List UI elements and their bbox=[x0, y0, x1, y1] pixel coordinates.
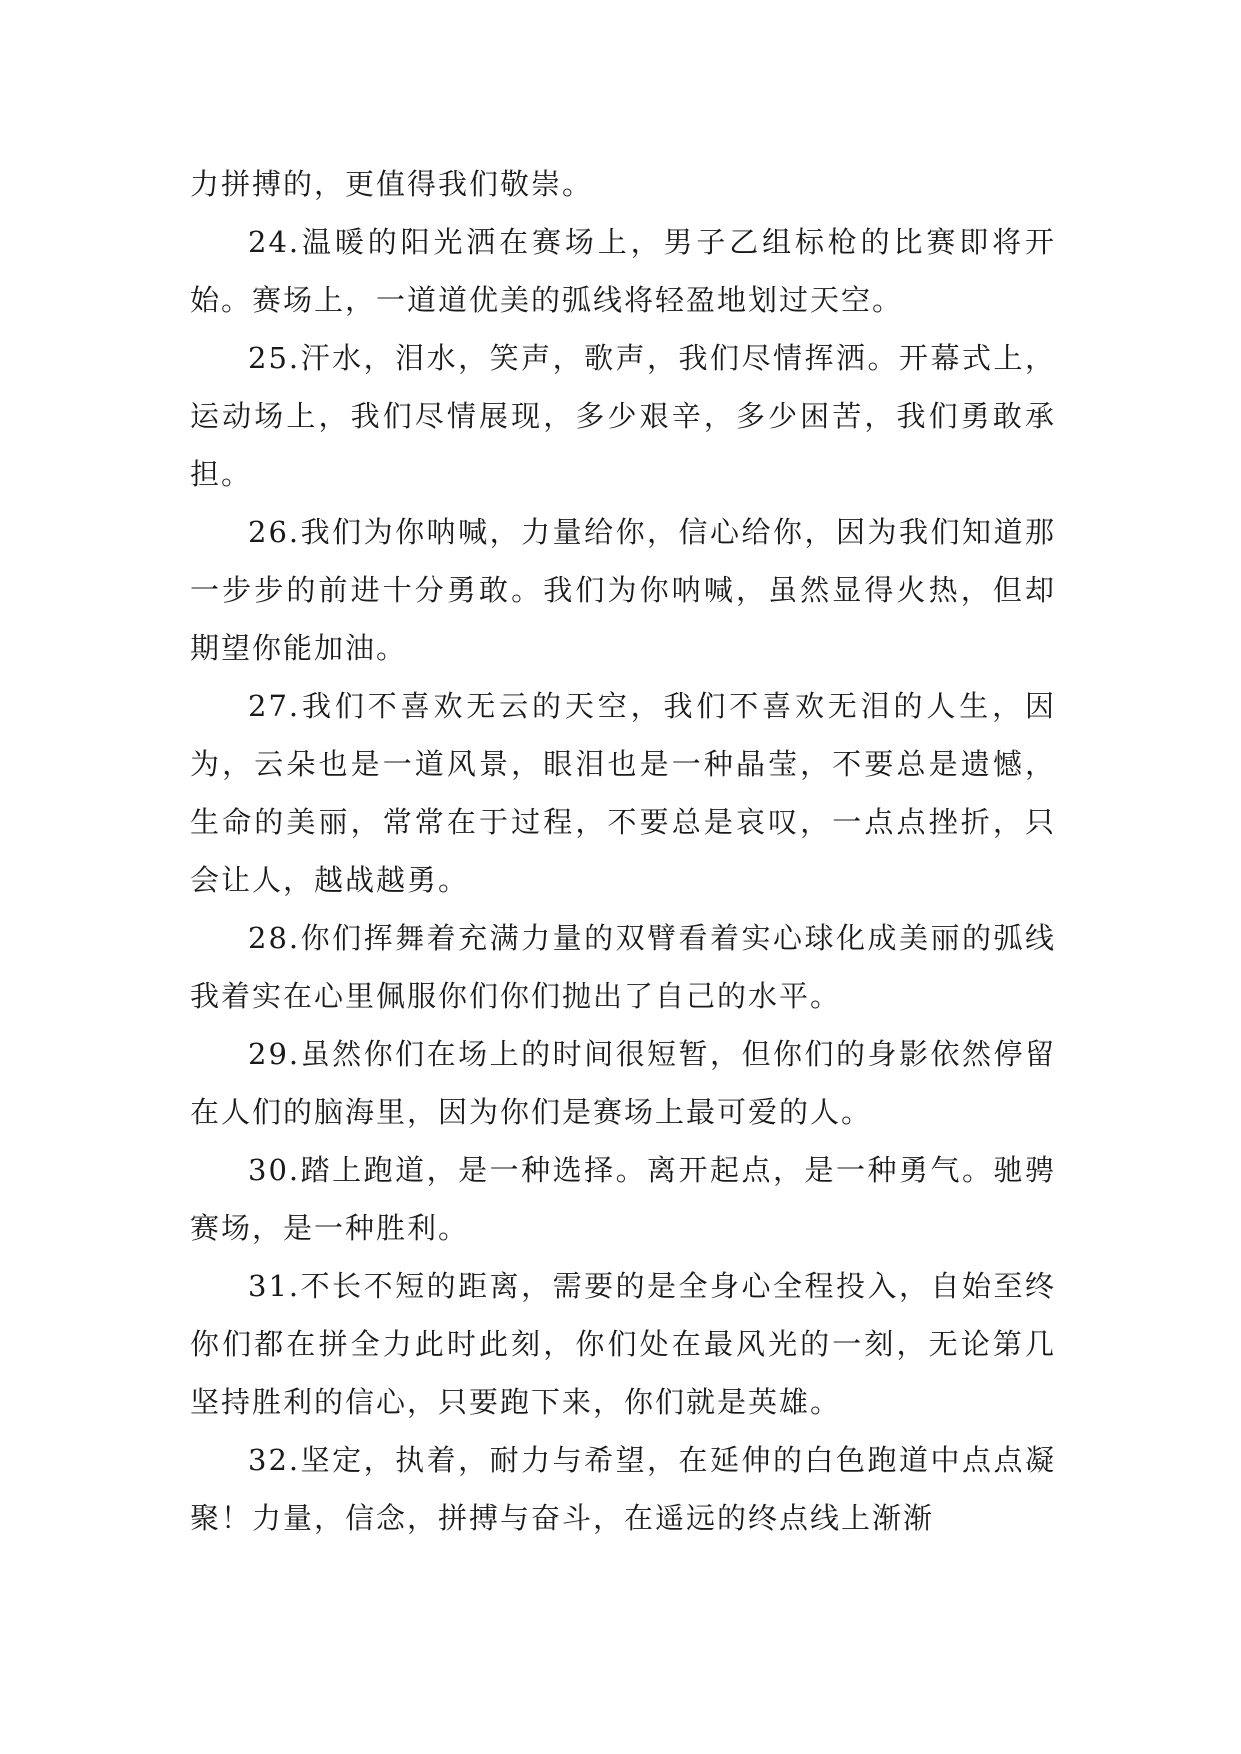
paragraph-27: 27.我们不喜欢无云的天空，我们不喜欢无泪的人生，因为，云朵也是一道风景，眼泪也是一种晶莹，不要总是遗憾，生命的美丽，常常在于过程，不要总是哀叹，一点点挫折，只会让人，越战越勇。 bbox=[190, 689, 1056, 897]
paragraph-30: 30.踏上跑道，是一种选择。离开起点，是一种勇气。驰骋赛场，是一种胜利。 bbox=[190, 1153, 1056, 1245]
paragraph-1: 力拼搏的，更值得我们敬崇。 bbox=[190, 167, 594, 201]
paragraph-24: 24.温暖的阳光洒在赛场上，男子乙组标枪的比赛即将开始。赛场上，一道道优美的弧线将轻盈地划过天空。 bbox=[190, 225, 1056, 317]
paragraph-25: 25.汗水，泪水，笑声，歌声，我们尽情挥洒。开幕式上，运动场上，我们尽情展现，多少艰辛，多少困苦，我们勇敢承担。 bbox=[190, 341, 1056, 491]
paragraph-28: 28.你们挥舞着充满力量的双臂看着实心球化成美丽的弧线我着实在心里佩服你们你们抛出了自己的水平。 bbox=[190, 921, 1056, 1013]
document-body bbox=[190, 155, 1056, 1547]
paragraph-31: 31.不长不短的距离，需要的是全身心全程投入，自始至终你们都在拼全力此时此刻，你们处在最风光的一刻，无论第几坚持胜利的信心，只要跑下来，你们就是英雄。 bbox=[190, 1269, 1056, 1419]
paragraph-32: 32.坚定，执着，耐力与希望，在延伸的白色跑道中点点凝聚！力量，信念，拼搏与奋斗，在遥远的终点线上渐渐 bbox=[190, 1443, 1056, 1535]
paragraph-29: 29.虽然你们在场上的时间很短暂，但你们的身影依然停留在人们的脑海里，因为你们是赛场上最可爱的人。 bbox=[190, 1037, 1056, 1129]
paragraph-26: 26.我们为你呐喊，力量给你，信心给你，因为我们知道那一步步的前进十分勇敢。我们为你呐喊，虽然显得火热，但却期望你能加油。 bbox=[190, 515, 1056, 665]
